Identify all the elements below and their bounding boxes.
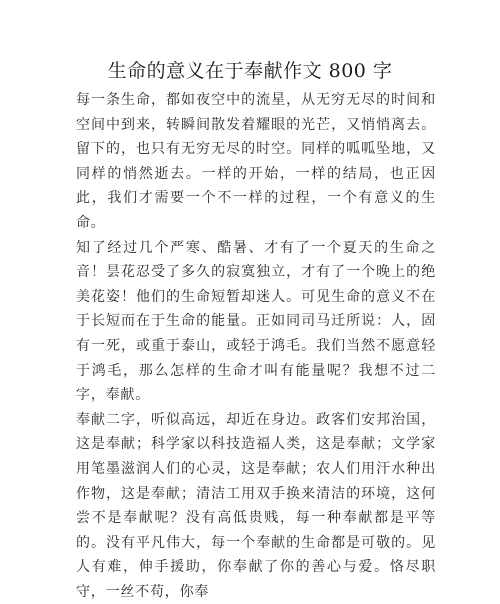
paragraph-3: 奉献二字，听似高远，却近在身边。政客们安邦治国，这是奉献；科学家以科技造福人类，这是奉献；文学家用笔墨滋润人们的心灵，这是奉献；农人们用汗水种出作物，这是奉献；清洁工用双手换来清洁的环境，这何尝不是奉献呢？没有高低贵贱，每一种奉献都是平等的。没有平凡伟大，每一个奉献的生命都是可敬的。见人有难，伸手援助，你奉献了你的善心与爱。恪尽职守，一丝不苟，你奉 bbox=[76, 411, 436, 600]
document-body bbox=[76, 88, 436, 604]
paragraph-1: 每一条生命，都如夜空中的流星，从无穷无尽的时间和空间中到来，转瞬间散发着耀眼的光芒，又悄悄离去。留下的，也只有无穷无尽的时空。同样的呱呱坠地，又同样的悄然逝去。一样的开始，一样的结局，也正因此，我们才需要一个不一样的过程，一个有意义的生命。 bbox=[76, 92, 436, 231]
document-title: 生命的意义在于奉献作文 800 字 bbox=[107, 60, 393, 82]
paragraph-2: 知了经过几个严寒、酷暑、才有了一个夏天的生命之音！昙花忍受了多久的寂寞独立，才有了一个晚上的绝美花姿！他们的生命短暂却迷人。可见生命的意义不在于长短而在于生命的能量。正如同司马迁所说：人，固有一死，或重于泰山，或轻于鸿毛。我们当然不愿意轻于鸿毛，那么怎样的生命才叫有能量呢？我想不过二字，奉献。 bbox=[76, 239, 436, 404]
